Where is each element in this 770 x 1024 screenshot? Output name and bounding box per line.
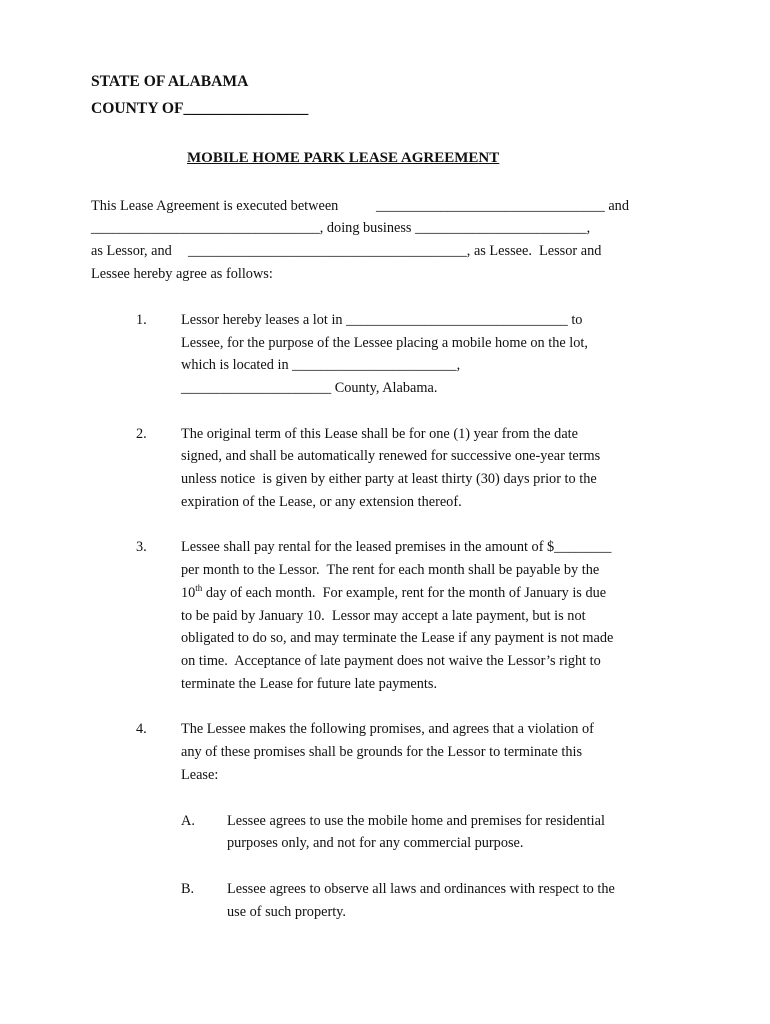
clause-number: 4. [136, 721, 147, 737]
subclause-a-line-1: Lessee agrees to use the mobile home and premises for residential [227, 813, 605, 829]
clause-number: 1. [136, 312, 147, 328]
county-heading: COUNTY OF________________ [91, 100, 309, 117]
ordinal-suffix: th [195, 583, 203, 594]
clause-2-line-2: signed, and shall be automatically renewed for successive one-year terms [181, 448, 601, 464]
intro-line-2: ________________________________, doing business ________________________, [91, 220, 591, 236]
intro-line-3a: as Lessor, and [91, 243, 172, 259]
clause-4-line-1: The Lessee makes the following promises, and agrees that a violation of [181, 721, 594, 737]
clause-3-line-3-rest: day of each month. For example, rent for the month of January is due [202, 585, 607, 601]
clause-3-line-3 [181, 584, 606, 602]
clause-2-line-1: The original term of this Lease shall be for one (1) year from the date [181, 426, 578, 442]
clause-3-line-2: per month to the Lessor. The rent for each month shall be payable by the [181, 562, 600, 578]
clause-number: 3. [136, 539, 147, 555]
clause-1-line-3: which is located in _______________________, [181, 357, 461, 373]
subclause-letter: A. [181, 813, 195, 829]
clause-2-line-4: expiration of the Lease, or any extension thereof. [181, 494, 462, 510]
intro-line-1b: ________________________________ and [376, 198, 629, 214]
document-title: MOBILE HOME PARK LEASE AGREEMENT [187, 150, 500, 166]
clause-4-line-2: any of these promises shall be grounds for the Lessor to terminate this [181, 744, 583, 760]
clause-1-line-1: Lessor hereby leases a lot in _______________________________ to [181, 312, 583, 328]
clause-3-line-7: terminate the Lease for future late payments. [181, 676, 438, 692]
subclause-letter: B. [181, 881, 195, 897]
state-heading: STATE OF ALABAMA [91, 73, 249, 90]
subclause-a-line-2: purposes only, and not for any commercial purpose. [227, 835, 524, 851]
clause-3-line-5: obligated to do so, and may terminate the Lease if any payment is not made [181, 630, 614, 646]
clause-3-line-6: on time. Acceptance of late payment does not waive the Lessor’s right to [181, 653, 601, 669]
clause-1-line-2: Lessee, for the purpose of the Lessee placing a mobile home on the lot, [181, 335, 588, 351]
day-number: 10 [181, 585, 196, 601]
subclause-b-line-1: Lessee agrees to observe all laws and ordinances with respect to the [227, 881, 615, 897]
clause-3-line-4: to be paid by January 10. Lessor may accept a late payment, but is not [181, 608, 586, 624]
clause-3-line-1: Lessee shall pay rental for the leased premises in the amount of $________ [181, 539, 612, 555]
subclause-b-line-2: use of such property. [227, 904, 346, 920]
clause-1-line-4: _____________________ County, Alabama. [181, 380, 438, 396]
clause-number: 2. [136, 426, 147, 442]
clause-2-line-3: unless notice is given by either party at least thirty (30) days prior to the [181, 471, 597, 487]
intro-line-4: Lessee hereby agree as follows: [91, 266, 273, 282]
clause-4-line-3: Lease: [181, 767, 219, 783]
intro-line-1a: This Lease Agreement is executed between [91, 198, 339, 214]
intro-line-3b: _______________________________________, as Lessee. Lessor and [188, 243, 602, 259]
